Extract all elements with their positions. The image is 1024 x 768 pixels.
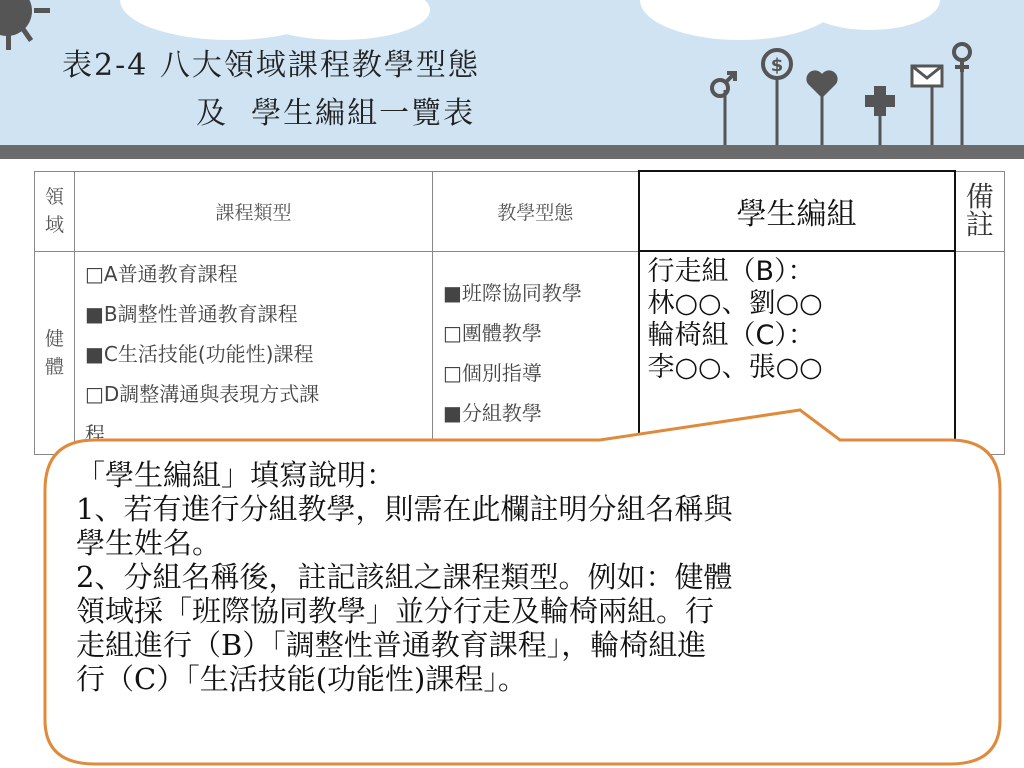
course-type-item: ■C生活技能(功能性)課程	[85, 341, 314, 366]
course-type-item: □A普通教育課程	[85, 261, 238, 286]
slide-title-line-1: 表2-4 八大領域課程教學型態	[62, 48, 480, 83]
teaching-mode-item: □團體教學	[443, 320, 542, 345]
header-teaching-mode: 教學型態	[433, 171, 639, 251]
header-student-grouping: 學生編組	[639, 171, 955, 251]
instruction-line: 行（C）「生活技能(功能性)課程」。	[76, 662, 527, 696]
course-type-item: ■B調整性普通教育課程	[85, 301, 298, 326]
instruction-line: 1、若有進行分組教學，則需在此欄註明分組名稱與	[76, 492, 733, 526]
svg-text:$: $	[770, 55, 784, 76]
group-line: 行走組（B）：	[647, 256, 815, 287]
course-type-item: □D調整溝通與表現方式課	[85, 381, 320, 406]
header-domain: 領域	[35, 171, 75, 251]
grouping-instructions	[76, 458, 976, 696]
teaching-mode-item: ■班際協同教學	[443, 280, 582, 305]
group-line: 林○○、劉○○	[647, 288, 823, 319]
group-line: 輪椅組（C）：	[647, 320, 815, 351]
slide-title-line-2: 及 學生編組一覽表	[196, 96, 476, 131]
instruction-line: 2、分組名稱後，註記該組之課程類型。例如：健體	[76, 560, 733, 594]
row-domain: 健體	[35, 251, 75, 454]
group-line: 李○○、張○○	[647, 352, 823, 383]
instruction-line: 「學生編組」填寫說明：	[76, 458, 396, 492]
teaching-mode-item: ■分組教學	[443, 400, 542, 425]
instruction-line: 領域採「班際協同教學」並分行走及輪椅兩組。行	[76, 594, 715, 628]
header-course-type: 課程類型	[75, 171, 433, 251]
instruction-line: 走組進行（B）「調整性普通教育課程」，輪椅組進	[76, 628, 707, 662]
header-remarks: 備註	[955, 171, 1005, 251]
teaching-mode-item: □個別指導	[443, 360, 542, 385]
instruction-line: 學生姓名。	[76, 526, 222, 560]
course-type-item: 程	[85, 421, 105, 446]
